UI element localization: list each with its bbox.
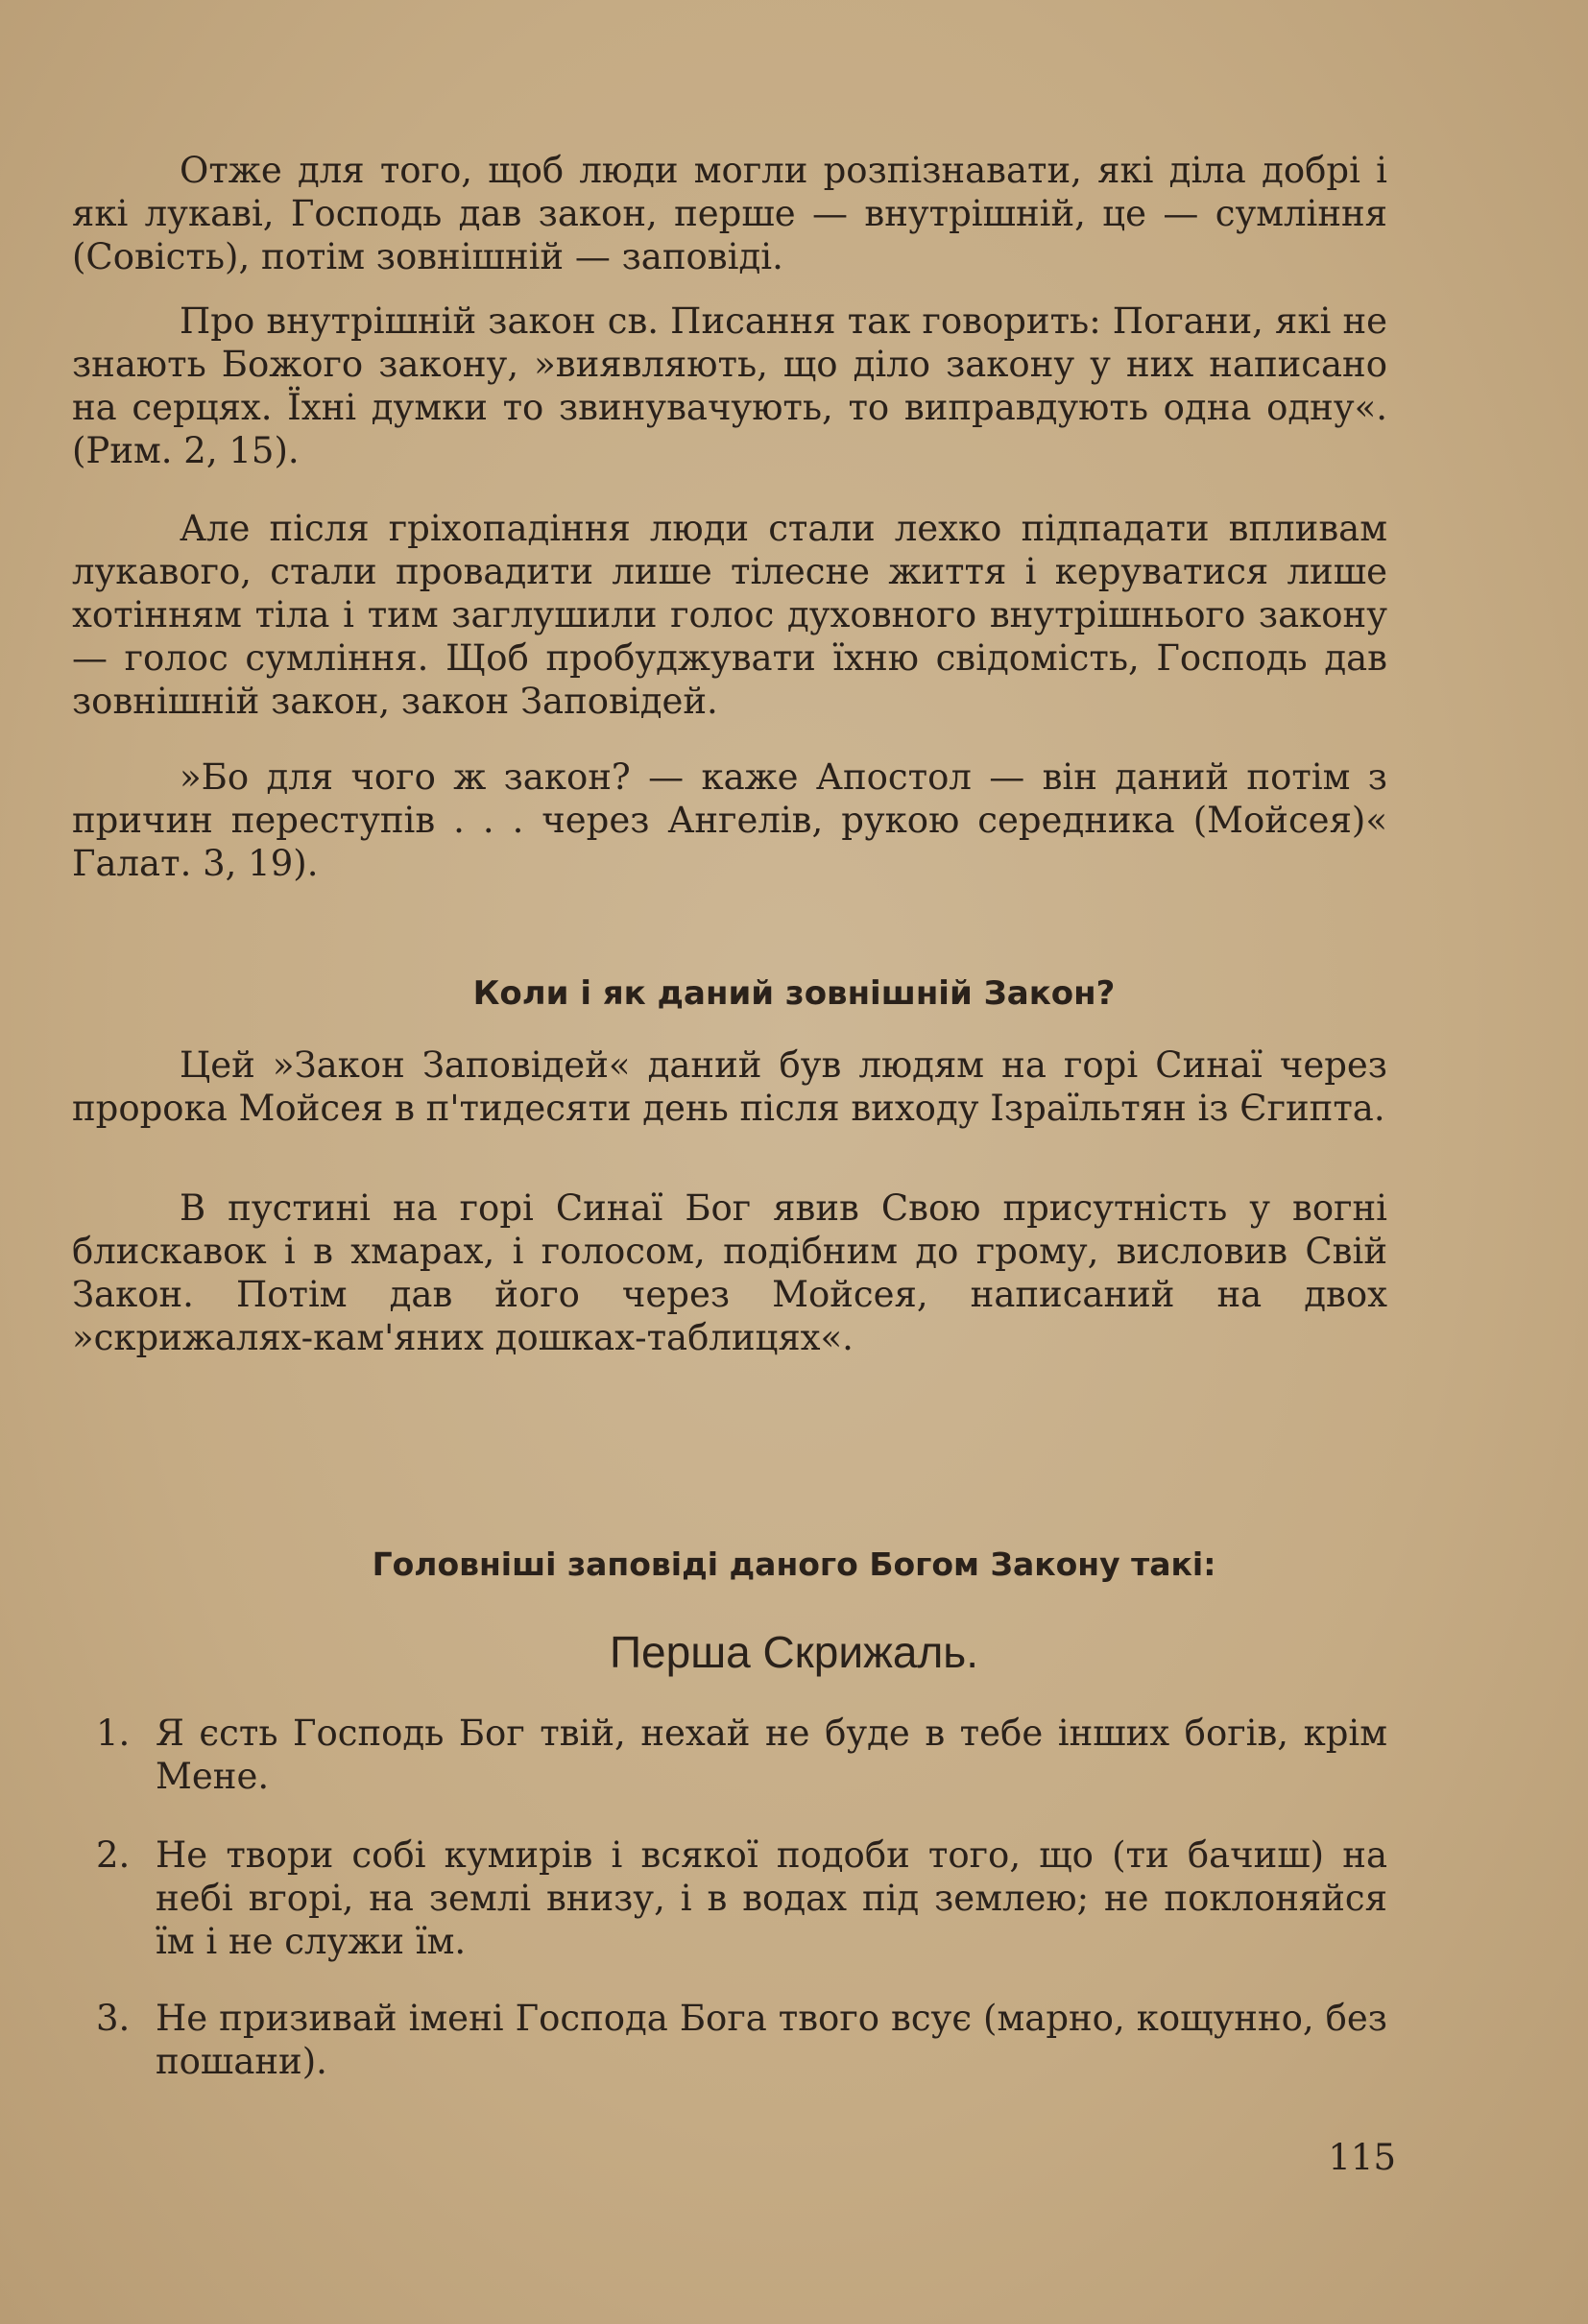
paragraph-law-given: Цей »Закон Заповідей« даний був людям на горі Синаї через пророка Мойсея в п'тидесяти день після виходу Ізраїльтян із Єгипта.: [72, 1044, 1387, 1129]
paragraph-inner-law: Про внутрішній закон св. Писання так говорить: Погани, які не знають Божого закону, »виявляють, що діло закону у них написано на серцях. Їхні думки то звинувачують, то виправдують одна одну«.(Рим. 2, 15).: [72, 300, 1387, 471]
paragraph-sinai: В пустині на горі Синаї Бог явив Свою присутність у вогні блискавок і в хмарах, і голосом, подібним до грому, висловив Свій Закон. Потім дав його через Мойсея, написаний на двох »скрижалях-кам'яних дошках-таблицях«.: [72, 1187, 1387, 1358]
commandment-item: [96, 1833, 1387, 1963]
paragraph-apostle-quote: »Бо для чого ж закон? — каже Апостол — він даний потім з причин переступів . . . через Ангелів, рукою середника (Мойсея)« Галат. 3, 19).: [72, 756, 1387, 884]
paragraph-conscience: Отже для того, щоб люди могли розпізнавати, які діла добрі і які лукаві, Господь дав закон, перше — внутрішній, це — сумління (Совість), потім зовнішній — заповіді.: [72, 150, 1387, 277]
commandment-number: 3.: [96, 1998, 131, 2039]
commandment-number: 1.: [96, 1713, 131, 1754]
commandment-item: [96, 1712, 1387, 1798]
section-heading-outer-law: Коли і як даний зовнішній Закон?: [472, 974, 1116, 1013]
commandment-text: Не призивай імені Господа Бога твого всує (марно, кощунно, без пошани).: [156, 1998, 1387, 2082]
section-heading-commandments: Головніші заповіді даного Богом Закону такі:: [372, 1545, 1216, 1583]
paragraph-after-fall: Але після гріхопадіння люди стали лехко підпадати впливам лукавого, стали провадити лише тілесне життя і керуватися лише хотінням тіла і тим заглушили голос духовного внутрішнього закону — голос сумління. Щоб пробуджувати їхню свідомість, Господь дав зовнішній закон, закон Заповідей.: [72, 508, 1387, 722]
subheading-first-tablet: Перша Скрижаль.: [609, 1627, 979, 1677]
commandment-number: 2.: [96, 1834, 131, 1876]
commandment-text: Я єсть Господь Бог твій, нехай не буде в тебе інших богів, крім Мене.: [156, 1713, 1387, 1797]
commandment-text: Не твори собі кумирів і всякої подоби того, що (ти бачиш) на небі вгорі, на землі внизу, і в водах під землею; не поклоняйся їм і не служи їм.: [156, 1834, 1387, 1962]
page-number: 115: [1328, 2137, 1396, 2178]
commandment-item: [96, 1997, 1387, 2083]
